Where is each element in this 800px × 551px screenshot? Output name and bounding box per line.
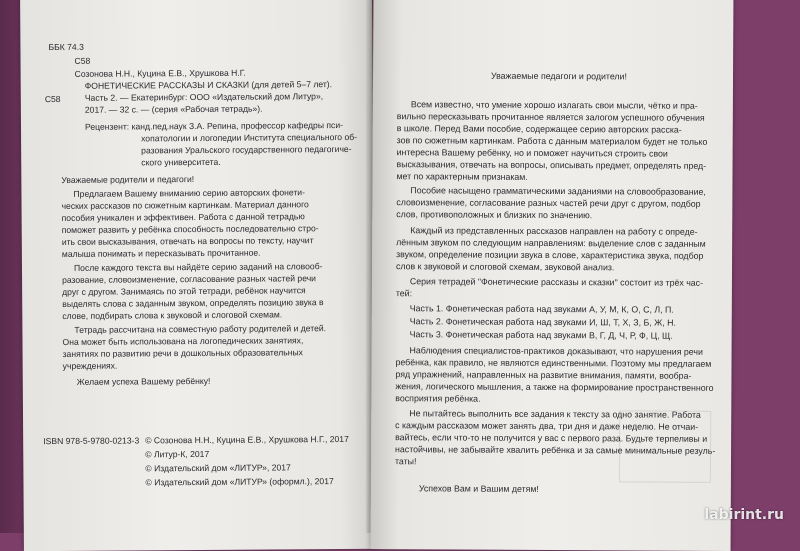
list-item: Часть 2. Фонетическая работа над звуками И, Ш, Т, Х, З, Б, Ж, Н. <box>409 316 676 328</box>
left-wish: Желаем успеха Вашему ребёнку! <box>76 375 211 387</box>
show-through-heading <box>563 34 713 49</box>
right-wish: Успехов Вам и Вашим детям! <box>418 483 539 494</box>
watermark-logo: labirint.ru <box>704 507 784 523</box>
bbk-code: ББК 74.3 <box>48 41 84 53</box>
classification-code: С58 <box>74 55 91 66</box>
left-page: ББК 74.3 С58 С58 Созонова Н.Н., Куцина Е.В., Хрушкова Н.Г. ФОНЕТИЧЕСКИЕ РАССКАЗЫ И СКАЗКИ (для детей 5–7 лет). Часть 2. — Екатеринбург: ООО «Издательский дом Литур», 2017. — 32 с. — (серия «Рабочая тетрадь»). Рецензент: канд.пед.наук З.А. Репина, профессор кафедры пси- хопатологии и логопедии Института специального об- разования Уральского государственного педагогиче- ского университета. Уважаемые родители и педагоги! Предлагаем Вашему вниманию серию авторских фонети- ческих рассказов по сюжетным картинкам. Материал данного пособия уникален и эффективен. Работа с данной тетрадью поможет развить у ребёнка способность последовательно стро- ить свои высказывания, отвечать на вопросы по тексту, научит малыша понимать и пересказывать прочитанное. После каждого текста вы найдёте серию заданий на словооб- разование, словоизменение, согласование разных частей речи друг с другом. Занимаясь по этой тетради, ребёнок научится выделять слова с заданным звуком, определять позицию звука в слове, подбирать слова к звуковой и слоговой схемам. Тетрадь рассчитана на совместную работу родителей и детей. Она может быть использована на логопедических занятиях, занятиях по развитию речи в дошкольных образовательных учреждениях. Желаем успеха Вашему ребёнку! ISBN 978-5-9780-0213-3 © Созонова Н.Н., Куцина Е.В., Хрушкова Н.Г., 2017 © Литур-К, 2017 © Издательский дом «ЛИТУР», 2017 © Издательский дом «ЛИТУР» (оформл.), 2017 <box>20 0 376 551</box>
series-intro-end: тей: <box>395 288 413 299</box>
list-item: Часть 1. Фонетическая работа над звуками А, У, М, К, О, С, Л, П. <box>409 303 674 315</box>
left-greeting: Уважаемые родители и педагоги! <box>61 174 195 185</box>
classification-code-side: С58 <box>44 93 61 105</box>
series-intro: Серия тетрадей "Фонетические рассказы и сказки" состоит из трёх час- <box>409 276 704 288</box>
right-page: Уважаемые педагоги и родители! Всем известно, что умение хорошо излагать свои мысли, чётко и пра- вильно пересказывать прочитанное является залогом успешного обучения в школе. Перед Вами пособие, содержащее серию авторских расска- зов по сюжетным картинкам. Работа с данным материалом будет не только интересна Вашему ребёнку, но и поможет научиться строить свои высказывания, отвечать на вопросы, описывать предмет, определять пред- мет по характерным признакам. Пособие насыщено грамматическими заданиями на словообразование, словоизменение, согласование разных частей речи друг с другом, подбор слов, противоположных и близких по значению. Каждый из представленных рассказов направлен на работу с опреде- лённым звуком по следующим направлениям: выделение слов с заданным звуком, определение позиции звука в слове, характеристика звука, подбор слов к звуковой и слоговой схемам, звуковой анализ. Серия тетрадей "Фонетические рассказы и сказки" состоит из трёх час- тей: Часть 1. Фонетическая работа над звуками А, У, М, К, О, С, Л, П. Часть 2. Фонетическая работа над звуками И, Ш, Т, Х, З, Б, Ж, Н. Часть 3. Фонетическая работа над звуками В, Г, Д, Ч, Р, Ф, Ц, Щ. Наблюдения специалистов-практиков доказывают, что нарушения речи ребёнка, как правило, не являются единственными. Поэтому мы предлагаем ряд упражнений, направленных на развитие внимания, памяти, вообра- жения, логического мышления, а также на формирование пространственного восприятия ребёнка. Не пытайтесь выполнить все задания к тексту за одно занятие. Работа с каждым рассказом может занять два, три дня и даже неделю. Не отчаи- вайтесь, если что-то не получится у вас с первого раза. Будьте терпеливы и настойчивы, не забывайте хвалить ребёнка и за самые минимальные резуль- таты! Успехов Вам и Вашим детям! <box>371 0 734 551</box>
right-greeting: Уважаемые педагоги и родители! <box>490 70 627 82</box>
isbn: ISBN 978-5-9780-0213-3 <box>43 435 140 447</box>
list-item: Часть 3. Фонетическая работа над звуками В, Г, Д, Ч, Р, Ф, Ц, Щ. <box>409 329 673 341</box>
